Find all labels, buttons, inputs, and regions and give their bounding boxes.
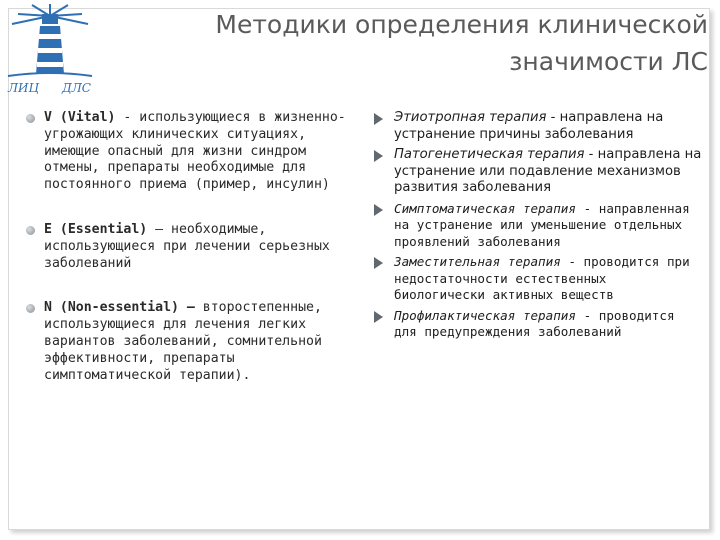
- vital-essential-list: [24, 110, 354, 384]
- item-lead: V (Vital): [44, 110, 116, 125]
- title-line-1: Методики определения клинической: [215, 10, 708, 39]
- list-item-replacement: [372, 254, 702, 304]
- arrow-bullet-icon: [374, 257, 383, 269]
- bullet-icon: [26, 114, 35, 123]
- therapy-description: - направлена на устранение или подавление механизмов развития заболевания: [394, 147, 702, 195]
- list-item-pathogenetic: [372, 147, 702, 197]
- item-text: второстепенные, использующиеся для лечения легких вариантов заболеваний, сомнительной эффективности, препараты симптоматической терапии).: [44, 300, 322, 383]
- therapy-name: Патогенетическая терапия: [394, 147, 585, 162]
- bullet-icon: [26, 304, 35, 313]
- therapy-types-list: [372, 110, 702, 341]
- arrow-bullet-icon: [374, 113, 383, 125]
- list-item-prophylactic: [372, 308, 702, 341]
- title-line-2: значимости ЛС: [509, 47, 708, 76]
- item-text: – необходимые, использующиеся при лечении серьезных заболеваний: [44, 221, 330, 271]
- svg-text:ЛИЦ: ЛИЦ: [8, 81, 39, 95]
- therapy-description: - проводится для предупреждения заболеваний: [394, 307, 675, 339]
- therapy-name: Этиотропная терапия: [394, 110, 547, 125]
- list-item-non-essential: [24, 300, 354, 384]
- arrow-bullet-icon: [374, 311, 383, 323]
- therapy-name: Симптоматическая терапия: [394, 200, 576, 216]
- svg-text:ДЛС: ДЛС: [62, 81, 91, 95]
- list-item-vital: [24, 110, 354, 194]
- page-title: [148, 6, 708, 80]
- lighthouse-logo-icon: [2, 2, 98, 98]
- bullet-icon: [26, 226, 35, 235]
- therapy-name: Профилактическая терапия: [394, 307, 576, 323]
- therapy-description: - направлена на устранение причины заболевания: [394, 110, 664, 142]
- therapy-description: - проводится при недостаточности естественных биологически активных веществ: [394, 254, 690, 302]
- therapy-description: - направленная на устранение или уменьшение отдельных проявлений заболевания: [394, 200, 690, 249]
- item-text: - использующиеся в жизненно-угрожающих клинических ситуациях, имеющие опасный для жизни синдром отмены, препараты необходимые для постоянного приема (пример, инсулин): [44, 110, 346, 193]
- list-item-essential: [24, 222, 354, 272]
- list-item-symptomatic: [372, 201, 702, 251]
- arrow-bullet-icon: [374, 150, 383, 162]
- list-item-etiotropic: [372, 110, 702, 143]
- item-lead: E (Essential): [44, 221, 148, 237]
- arrow-bullet-icon: [374, 204, 383, 216]
- item-lead: N (Non-essential) –: [44, 300, 195, 316]
- therapy-name: Заместительная терапия: [394, 254, 561, 269]
